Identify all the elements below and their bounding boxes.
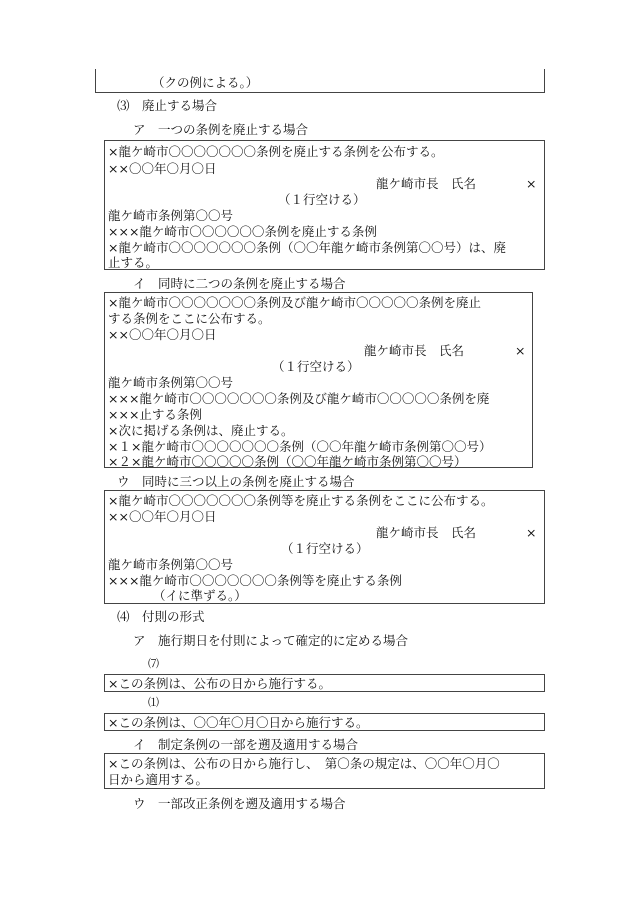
line: する条例をここに公布する。 (108, 311, 271, 326)
example-box-4i (104, 753, 545, 789)
line: 龍ケ崎市条例第〇〇号 (108, 208, 234, 223)
line: ×××龍ケ崎市〇〇〇〇〇〇〇条例等を廃止する条例 (108, 573, 402, 588)
line: ×××止する条例 (108, 407, 202, 422)
line: ×この条例は、公布の日から施行し、 第〇条の規定は、〇〇年〇月〇 (108, 756, 500, 771)
line: ××〇〇年〇月〇日 (108, 327, 217, 342)
section-3u-heading: ウ 同時に三つ以上の条例を廃止する場合 (117, 474, 355, 489)
blank-line-note: （１行空ける） (281, 541, 369, 556)
cross-mark: × (526, 525, 537, 540)
line: ×××龍ケ崎市〇〇〇〇〇〇〇条例及び龍ケ崎市〇〇〇〇〇条例を廃 (108, 391, 490, 406)
example-box-3i (104, 292, 533, 468)
blank-line-note: （１行空ける） (278, 192, 366, 207)
sub-label-i: ⑴ (148, 696, 159, 709)
line: 日から適用する。 (108, 772, 209, 787)
line: ×この条例は、公布の日から施行する。 (108, 676, 331, 691)
cross-mark: × (515, 343, 526, 358)
line: 龍ケ崎市条例第〇〇号 (108, 557, 234, 572)
line: ×龍ケ崎市〇〇〇〇〇〇〇条例等を廃止する条例をここに公布する。 (108, 493, 494, 508)
line: ×××龍ケ崎市〇〇〇〇〇〇条例を廃止する条例 (108, 224, 377, 239)
line: ×この条例は、〇〇年〇月〇日から施行する。 (108, 715, 369, 730)
section-3i-heading: イ 同時に二つの条例を廃止する場合 (133, 276, 346, 291)
example-box-4a-1 (104, 674, 545, 692)
line: 龍ケ崎市条例第〇〇号 (108, 375, 234, 390)
example-box-3a (104, 140, 545, 270)
line: （イに準ずる。） (153, 588, 247, 603)
section-4u-heading: ウ 一部改正条例を遡及適用する場合 (133, 796, 346, 811)
section-3a-heading: ア 一つの条例を廃止する場合 (133, 122, 309, 137)
line: ×１×龍ケ崎市〇〇〇〇〇〇〇条例（〇〇年龍ケ崎市条例第〇〇号） (108, 439, 492, 454)
mayor-name: 龍ケ崎市長 氏名 (376, 525, 477, 540)
section-4i-heading: イ 制定条例の一部を遡及適用する場合 (133, 737, 359, 752)
mayor-name: 龍ケ崎市長 氏名 (364, 343, 465, 358)
section-3-heading: ⑶ 廃止する場合 (117, 98, 218, 113)
line: ××〇〇年〇月〇日 (108, 509, 217, 524)
line: ×２×龍ケ崎市〇〇〇〇〇条例（〇〇年龍ケ崎市条例第〇〇号） (108, 454, 467, 469)
example-box-3u (104, 490, 545, 604)
mayor-name: 龍ケ崎市長 氏名 (376, 176, 477, 191)
sub-label-7: ⑺ (148, 657, 159, 670)
line: ×次に掲げる条例は、廃止する。 (108, 423, 294, 438)
example-box-4a-2 (104, 713, 545, 731)
line: ×龍ケ崎市〇〇〇〇〇〇〇条例（〇〇年龍ケ崎市条例第〇〇号）は、廃 (108, 240, 506, 255)
section-4-heading: ⑷ 付則の形式 (117, 609, 205, 624)
line: ××〇〇年〇月〇日 (108, 161, 217, 176)
blank-line-note: （１行空ける） (272, 359, 360, 374)
section-4a-heading: ア 施行期日を付則によって確定的に定める場合 (133, 633, 409, 648)
cross-mark: × (526, 176, 537, 191)
line: 止する。 (108, 255, 159, 270)
continuation-text: （クの例による。） (152, 75, 259, 90)
line: ×龍ケ崎市〇〇〇〇〇〇〇条例を廃止する条例を公布する。 (108, 144, 444, 159)
line: ×龍ケ崎市〇〇〇〇〇〇〇条例及び龍ケ崎市〇〇〇〇〇条例を廃止 (108, 295, 481, 310)
